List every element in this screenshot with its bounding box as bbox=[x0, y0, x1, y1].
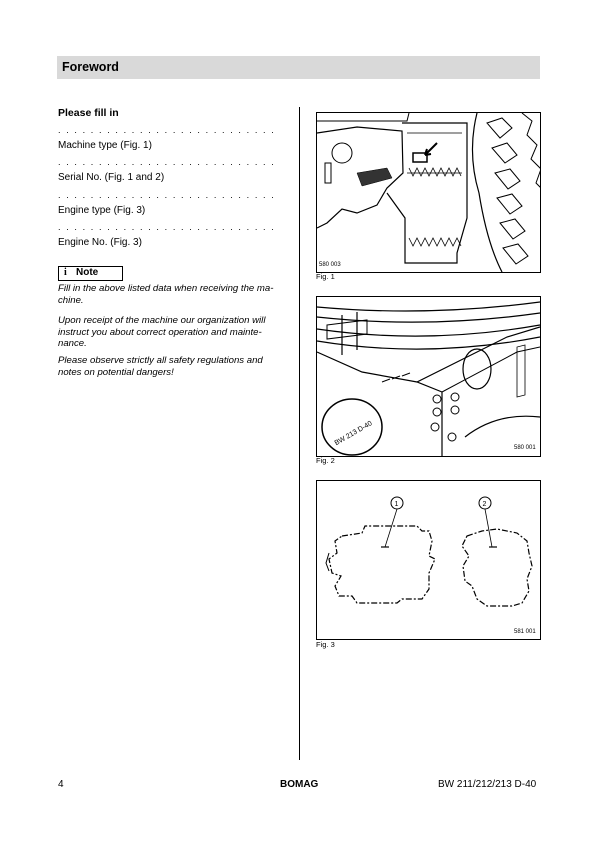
figure-2-code: 580 001 bbox=[514, 445, 536, 451]
figure-1-machine-type-plate bbox=[316, 112, 541, 273]
figure-1-code: 580 003 bbox=[319, 262, 341, 268]
field-label-machine-type: Machine type (Fig. 1) bbox=[58, 140, 152, 151]
note-paragraph-receiving: Fill in the above listed data when receiving the ma-chine. bbox=[58, 283, 274, 306]
section-header-bar bbox=[57, 56, 540, 79]
figure-3-drawing bbox=[317, 481, 540, 639]
field-label-engine-type: Engine type (Fig. 3) bbox=[58, 205, 146, 216]
figure-2-caption: Fig. 2 bbox=[316, 456, 335, 465]
page-number: 4 bbox=[58, 779, 64, 790]
fill-line-machine-type: . . . . . . . . . . . . . . . . . . . . . . . . . . . bbox=[58, 125, 276, 135]
field-label-serial-no: Serial No. (Fig. 1 and 2) bbox=[58, 172, 165, 183]
figure-1-caption: Fig. 1 bbox=[316, 272, 335, 281]
fill-line-engine-type: . . . . . . . . . . . . . . . . . . . . . . . . . . . bbox=[58, 190, 276, 200]
column-divider bbox=[299, 107, 300, 760]
figure-1-drawing bbox=[317, 113, 540, 272]
field-label-engine-no: Engine No. (Fig. 3) bbox=[58, 237, 142, 248]
callout-2: 2 bbox=[482, 501, 487, 508]
info-icon: i bbox=[64, 267, 67, 278]
figure-2-plate-text: BW 213 D-40 bbox=[333, 420, 374, 448]
note-paragraph-safety: Please observe strictly all safety regulations and notes on potential dangers! bbox=[58, 355, 263, 378]
section-title: Foreword bbox=[62, 60, 119, 74]
fill-line-engine-no: . . . . . . . . . . . . . . . . . . . . . . . . . . . bbox=[58, 222, 276, 232]
figure-3-code: 581 001 bbox=[514, 629, 536, 635]
figure-3-engine-plates bbox=[316, 480, 541, 640]
footer-brand: BOMAG bbox=[280, 779, 319, 790]
note-paragraph-instruction: Upon receipt of the machine our organization will instruct you about correct operation and mainte-nance. bbox=[58, 315, 266, 349]
note-label: Note bbox=[76, 267, 99, 278]
figure-3-caption: Fig. 3 bbox=[316, 640, 335, 649]
note-box bbox=[58, 266, 123, 281]
figure-2-serial-number-plate bbox=[316, 296, 541, 457]
footer-model: BW 211/212/213 D-40 bbox=[438, 779, 537, 790]
fill-line-serial-no: . . . . . . . . . . . . . . . . . . . . . . . . . . . bbox=[58, 157, 276, 167]
form-heading: Please fill in bbox=[58, 107, 119, 119]
callout-1: 1 bbox=[394, 501, 399, 508]
figure-2-drawing bbox=[317, 297, 540, 456]
